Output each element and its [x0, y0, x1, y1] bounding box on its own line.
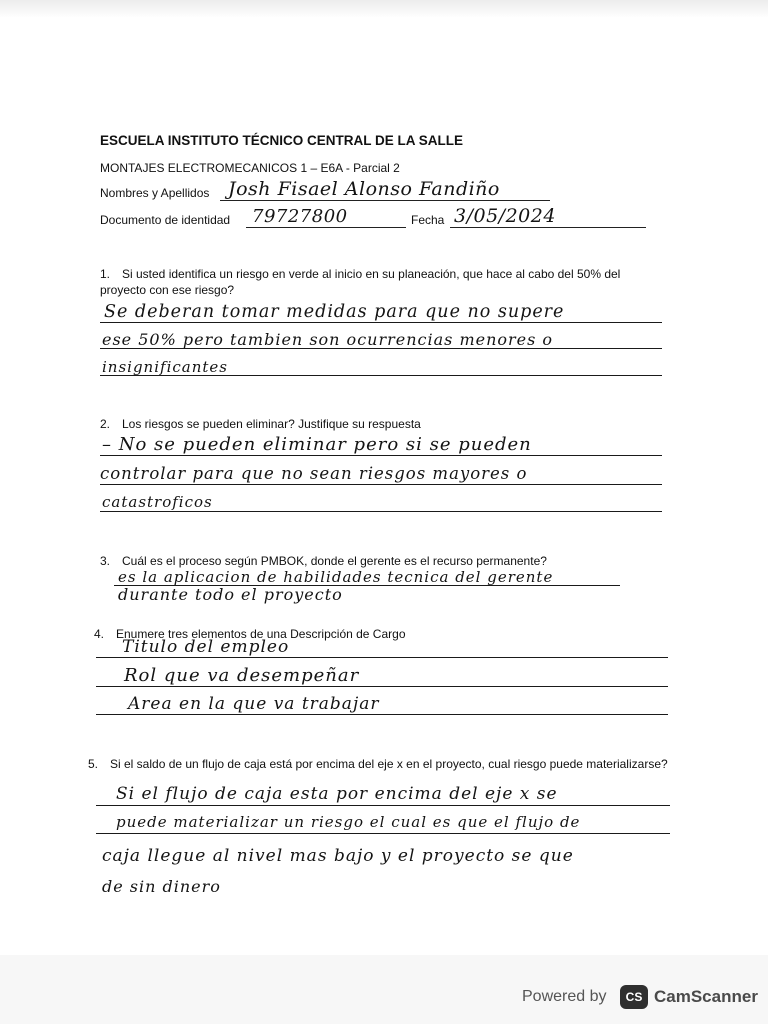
question-text: Si el saldo de un flujo de caja está por encima del eje x en el proyecto, cual riesgo puede materializarse?	[110, 757, 668, 771]
answer-line	[100, 511, 662, 512]
answer-line	[100, 322, 662, 323]
scan-bottom-shade	[0, 955, 768, 1024]
answer-text: Se deberan tomar medidas para que no supere	[104, 302, 565, 322]
date-underline	[450, 227, 646, 228]
question-number: 1.	[100, 267, 111, 281]
question-number: 4.	[94, 627, 105, 641]
question-1	[100, 266, 660, 298]
question-2	[100, 416, 660, 432]
answer-line	[96, 833, 670, 834]
answer-text: Si el flujo de caja esta por encima del eje x se	[116, 784, 558, 804]
answer-line	[96, 686, 668, 687]
powered-by-text: Powered by	[522, 988, 607, 1005]
camscanner-logo-icon: CS	[620, 985, 648, 1009]
answer-text: – No se pueden eliminar pero si se pueden	[102, 434, 532, 455]
answer-text: catastroficos	[102, 493, 213, 511]
question-number: 5.	[88, 757, 99, 771]
question-3	[100, 553, 660, 569]
answer-line	[100, 455, 662, 456]
answer-line	[96, 805, 670, 806]
question-text: Cuál es el proceso según PMBOK, donde el gerente es el recurso permanente?	[122, 554, 547, 568]
answer-text: de sin dinero	[102, 877, 221, 896]
name-value: Josh Fisael Alonso Fandiño	[228, 178, 500, 200]
name-underline	[220, 200, 550, 201]
date-value: 3/05/2024	[454, 205, 556, 227]
answer-line	[100, 484, 662, 485]
answer-text: Rol que va desempeñar	[124, 665, 360, 686]
answer-line	[96, 714, 668, 715]
answer-line	[96, 657, 668, 658]
camscanner-brand: CamScanner	[654, 987, 758, 1006]
answer-text: Titulo del empleo	[122, 637, 290, 657]
answer-text: puede materializar un riesgo el cual es que el flujo de	[116, 813, 581, 831]
answer-text: es la aplicacion de habilidades tecnica del gerente	[118, 568, 554, 586]
answer-text: ese 50% pero tambien son ocurrencias menores o	[102, 330, 554, 349]
answer-text: insignificantes	[102, 358, 228, 376]
name-label: Nombres y Apellidos	[100, 186, 210, 200]
id-underline	[246, 227, 406, 228]
question-text: Si usted identifica un riesgo en verde al inicio en su planeación, que hace al cabo del 50% del proyecto con ese riesgo?	[100, 267, 621, 297]
school-title: ESCUELA INSTITUTO TÉCNICO CENTRAL DE LA SALLE	[100, 133, 464, 148]
question-number: 3.	[100, 554, 111, 568]
date-label: Fecha	[411, 213, 445, 227]
answer-text: Area en la que va trabajar	[128, 694, 380, 714]
answer-text: caja llegue al nivel mas bajo y el proyecto se que	[102, 846, 574, 866]
question-text: Los riesgos se pueden eliminar? Justifique su respuesta	[122, 417, 421, 431]
course-title: MONTAJES ELECTROMECANICOS 1 – E6A - Parcial 2	[100, 161, 400, 175]
answer-text: durante todo el proyecto	[118, 585, 343, 604]
id-label: Documento de identidad	[100, 213, 231, 227]
question-text: Enumere tres elementos de una Descripción de Cargo	[116, 627, 406, 641]
id-value: 79727800	[252, 206, 348, 227]
question-number: 2.	[100, 417, 111, 431]
scan-top-shadow	[0, 0, 768, 18]
answer-text: controlar para que no sean riesgos mayores o	[100, 464, 528, 483]
question-5	[88, 756, 668, 772]
